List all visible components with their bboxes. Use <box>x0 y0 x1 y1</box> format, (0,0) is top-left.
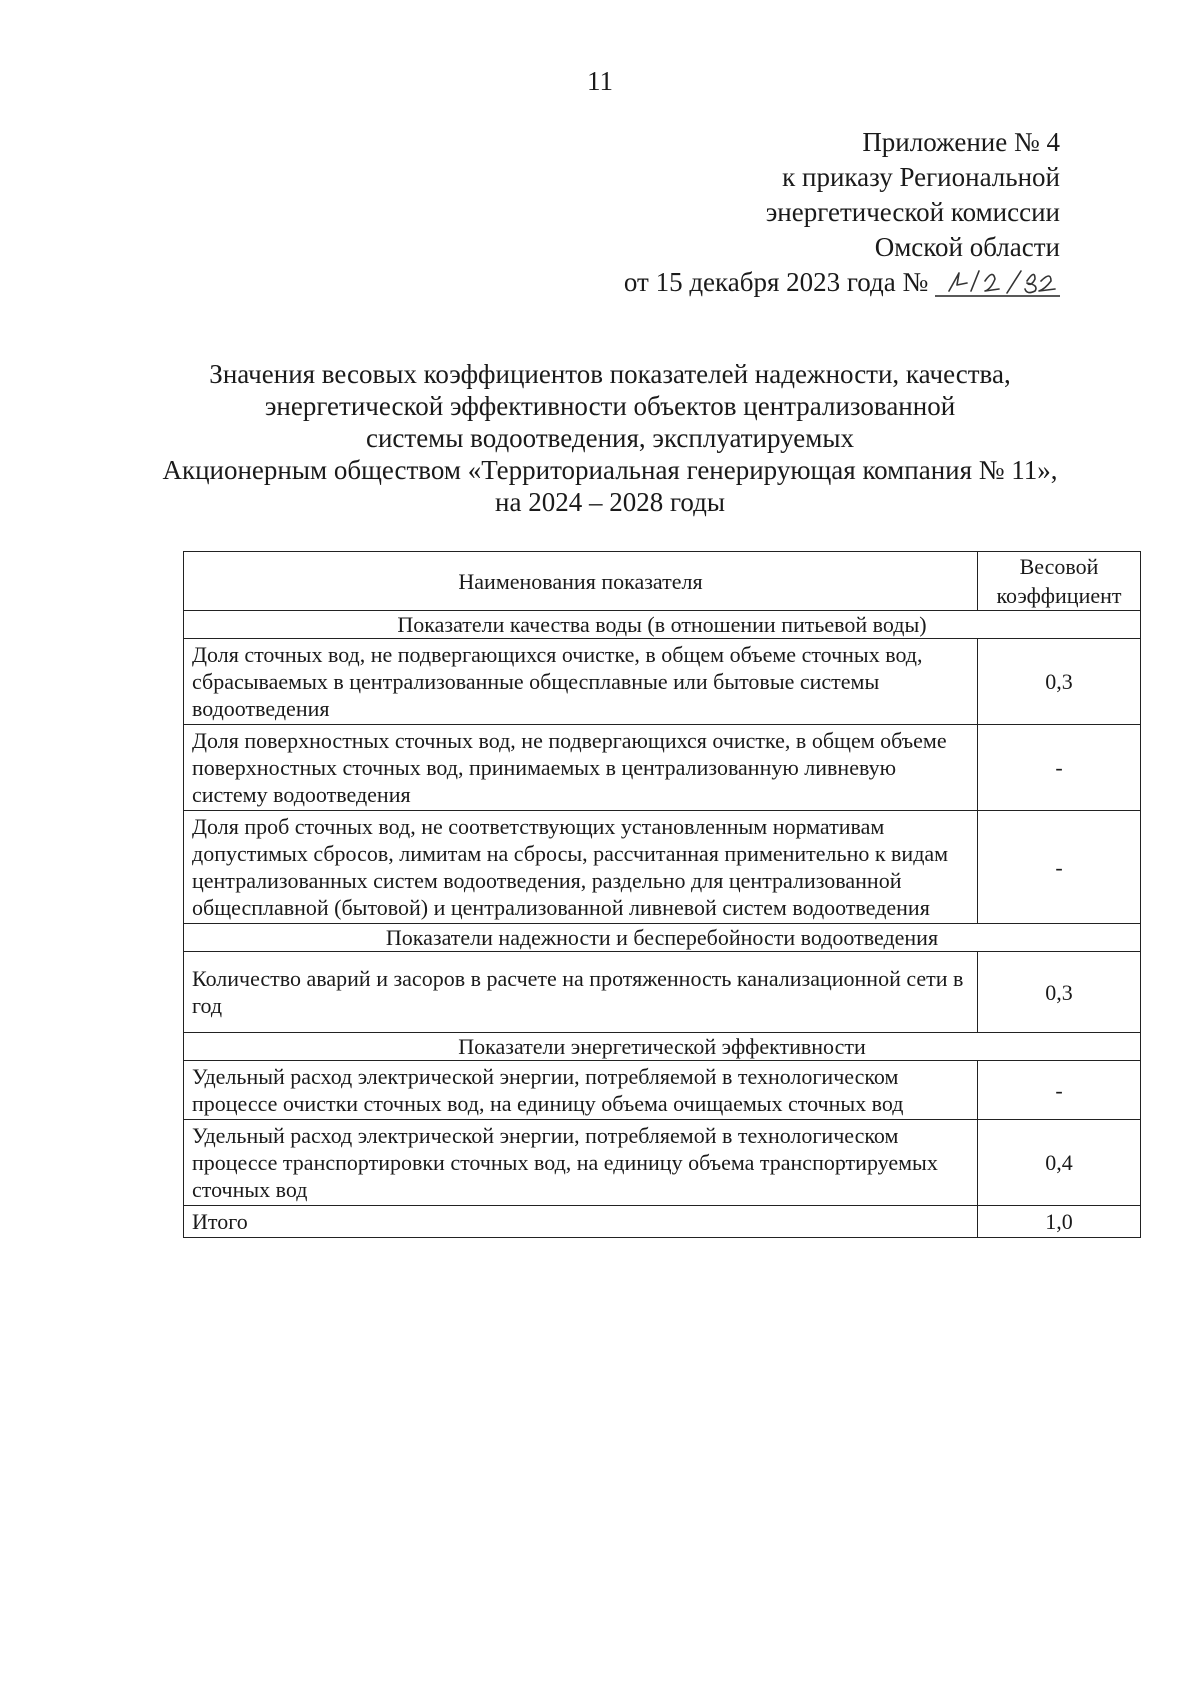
annex-header <box>624 125 1060 300</box>
title-line-5: на 2024 – 2028 годы <box>495 487 725 517</box>
annex-date: от 15 декабря 2023 года № <box>623 267 929 297</box>
annex-date-line <box>624 265 1060 300</box>
table-row <box>184 725 1141 811</box>
handwritten-order-number <box>935 267 1060 297</box>
table-row <box>184 639 1141 725</box>
indicator-name: Количество аварий и засоров в расчете на протяженность канализационной сети в год <box>184 952 978 1033</box>
table-row <box>184 1120 1141 1206</box>
table-row <box>184 811 1141 924</box>
indicator-name: Доля поверхностных сточных вод, не подвергающихся очистке, в общем объеме поверхностных сточных вод, принимаемых в централизованную ливневую систему водоотведения <box>184 725 978 811</box>
section-row <box>184 1033 1141 1061</box>
header-indicator-name: Наименования показателя <box>184 552 978 611</box>
table-row <box>184 952 1141 1033</box>
indicator-weight: - <box>978 725 1141 811</box>
indicator-weight: - <box>978 1061 1141 1120</box>
title-line-3: системы водоотведения, эксплуатируемых <box>365 423 855 453</box>
annex-commission: энергетической комиссии <box>765 197 1060 227</box>
document-title <box>150 358 1070 518</box>
title-line-4: Акционерным обществом «Территориальная генерирующая компания № 11», <box>162 455 1058 485</box>
indicator-name: Доля проб сточных вод, не соответствующих установленным нормативам допустимых сбросов, лимитам на сбросы, рассчитанная применительно к видам централизованных систем водоотведения, раздельно для централизованной общесплавной (бытовой) и централизованной ливневой систем водоотведения <box>184 811 978 924</box>
indicator-weight: 0,3 <box>978 952 1141 1033</box>
table-header-row <box>184 552 1141 611</box>
coefficients-table <box>183 551 1141 1238</box>
table-row <box>184 1061 1141 1120</box>
title-line-2: энергетической эффективности объектов централизованной <box>264 391 956 421</box>
annex-order-ref: к приказу Региональной <box>782 162 1060 192</box>
total-row <box>184 1206 1141 1238</box>
section-row <box>184 924 1141 952</box>
indicator-weight: 0,3 <box>978 639 1141 725</box>
section-energy-efficiency: Показатели энергетической эффективности <box>184 1033 1141 1061</box>
total-label: Итого <box>184 1206 978 1238</box>
page-number: 11 <box>587 66 613 96</box>
annex-title: Приложение № 4 <box>862 127 1060 157</box>
indicator-weight: - <box>978 811 1141 924</box>
indicator-name: Удельный расход электрической энергии, потребляемой в технологическом процессе транспортировки сточных вод, на единицу объема транспортируемых сточных вод <box>184 1120 978 1206</box>
annex-region: Омской области <box>874 232 1060 262</box>
header-weight-line-1: Весовой <box>1019 554 1099 579</box>
header-weight <box>978 552 1141 611</box>
indicator-name: Удельный расход электрической энергии, потребляемой в технологическом процессе очистки сточных вод, на единицу объема очищаемых сточных вод <box>184 1061 978 1120</box>
section-reliability: Показатели надежности и бесперебойности водоотведения <box>184 924 1141 952</box>
header-weight-line-2: коэффициент <box>996 583 1122 608</box>
section-row <box>184 611 1141 639</box>
indicator-name: Доля сточных вод, не подвергающихся очистке, в общем объеме сточных вод, сбрасываемых в централизованные общесплавные или бытовые системы водоотведения <box>184 639 978 725</box>
section-water-quality: Показатели качества воды (в отношении питьевой воды) <box>184 611 1141 639</box>
indicator-weight: 0,4 <box>978 1120 1141 1206</box>
title-line-1: Значения весовых коэффициентов показателей надежности, качества, <box>209 359 1011 389</box>
total-weight: 1,0 <box>978 1206 1141 1238</box>
